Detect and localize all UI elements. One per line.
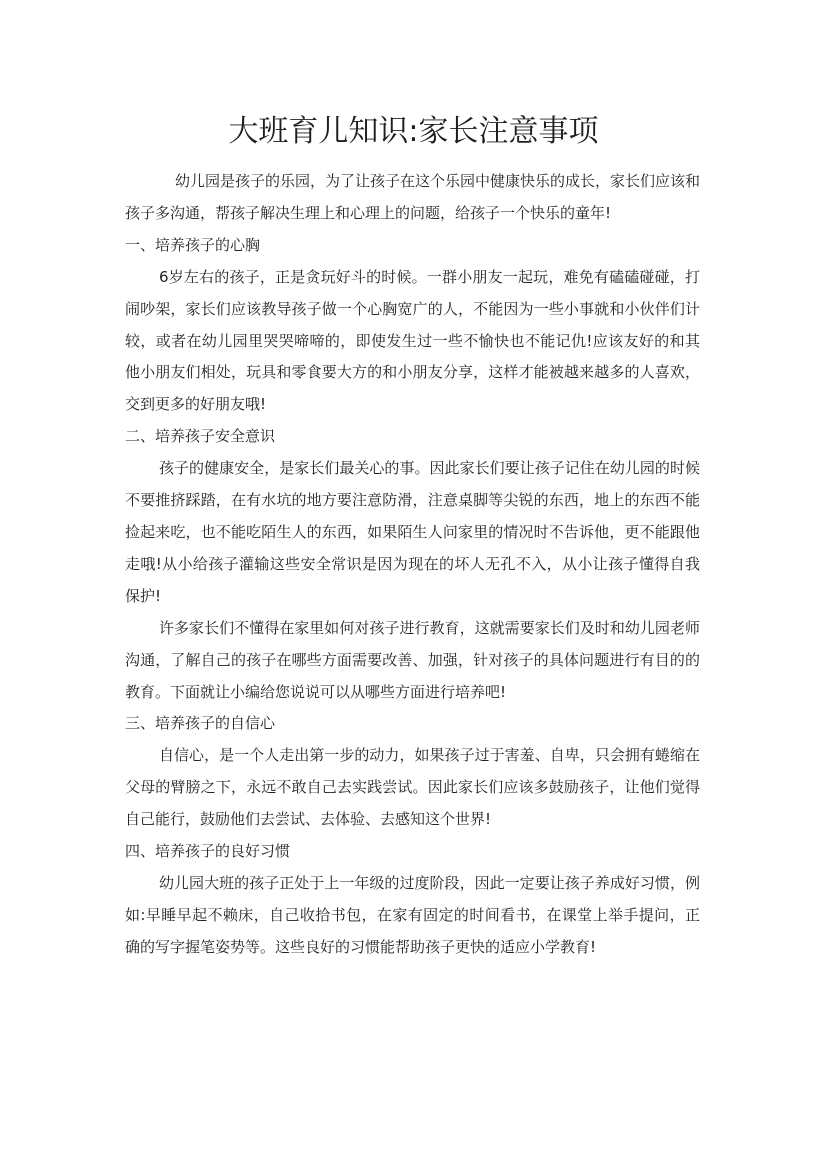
document-body [125, 166, 700, 964]
section-heading: 四、培养孩子的良好习惯 [125, 842, 291, 861]
section-2 [125, 421, 700, 708]
section-paragraph: 6岁左右的孩子，正是贪玩好斗的时候。一群小朋友一起玩，难免有磕磕碰碰，打闹吵架，家长们应该教导孩子做一个心胸宽广的人，不能因为一些小事就和小伙伴们计较，或者在幼儿园里哭哭啼啼的，即使发生过一些不愉快也不能记仇!应该友好的和其他小朋友们相处，玩具和零食要大方的和小朋友分享，这样才能被越来越多的人喜欢，交到更多的好朋友哦! [125, 267, 700, 414]
section-paragraph: 许多家长们不懂得在家里如何对孩子进行教育，这就需要家长们及时和幼儿园老师沟通，了解自己的孩子在哪些方面需要改善、加强，针对孩子的具体问题进行有目的的教育。下面就让小编给您说说可以从哪些方面进行培养吧! [125, 618, 700, 701]
section-paragraph: 孩子的健康安全，是家长们最关心的事。因此家长们要让孩子记住在幼儿园的时候不要推挤踩踏，在有水坑的地方要注意防滑，注意桌脚等尖锐的东西，地上的东西不能捡起来吃，也不能吃陌生人的东西，如果陌生人问家里的情况时不告诉他，更不能跟他走哦!从小给孩子灌输这些安全常识是因为现在的坏人无孔不入，从小让孩子懂得自我保护! [125, 459, 700, 605]
document-title: 大班育儿知识:家长注意事项 [228, 114, 599, 149]
section-heading: 三、培养孩子的自信心 [125, 714, 276, 733]
section-paragraph: 自信心，是一个人走出第一步的动力，如果孩子过于害羞、自卑，只会拥有蜷缩在父母的臂膀之下，永远不敢自己去实践尝试。因此家长们应该多鼓励孩子，让他们觉得自己能行，鼓励他们去尝试、去体验、去感知这个世界! [125, 746, 700, 829]
section-heading: 一、培养孩子的心胸 [125, 235, 261, 254]
section-paragraph: 幼儿园大班的孩子正处于上一年级的过度阶段，因此一定要让孩子养成好习惯，例如:早睡早起不赖床，自己收拾书包，在家有固定的时间看书，在课堂上举手提问，正确的写字握笔姿势等。这些良好的习惯能帮助孩子更快的适应小学教育! [125, 873, 700, 956]
section-heading: 二、培养孩子安全意识 [125, 427, 276, 446]
section-4 [125, 836, 700, 964]
intro-paragraph: 幼儿园是孩子的乐园，为了让孩子在这个乐园中健康快乐的成长，家长们应该和孩子多沟通，帮孩子解决生理上和心理上的问题，给孩子一个快乐的童年! [125, 172, 701, 222]
section-1 [125, 230, 700, 421]
section-3 [125, 708, 700, 836]
